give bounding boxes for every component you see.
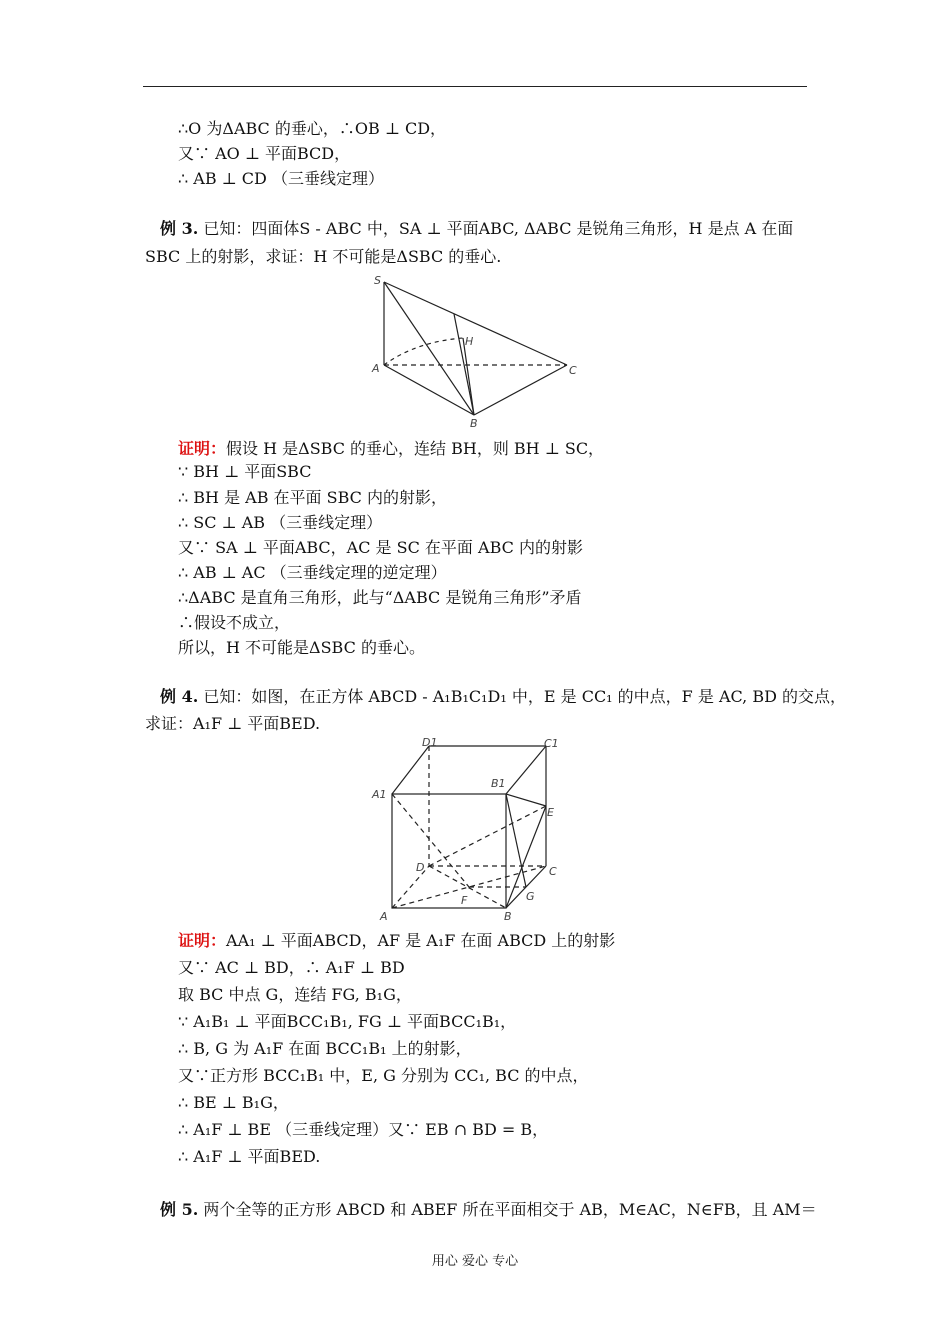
vertex-label: G: [526, 890, 535, 903]
proof-label: 证明：: [178, 931, 227, 950]
vertex-label: C: [569, 364, 577, 377]
proof-text: 假设 H 是ΔSBC 的垂心，连结 BH，则 BH ⊥ SC，: [226, 439, 605, 458]
vertex-label: B: [470, 417, 478, 430]
proof-line: 又∵正方形 BCC₁B₁ 中，E, G 分别为 CC₁, BC 的中点，: [178, 1066, 589, 1085]
proof-line: 取 BC 中点 G，连结 FG, B₁G，: [178, 985, 412, 1004]
proof-line: ∴ B, G 为 A₁F 在面 BCC₁B₁ 上的射影，: [178, 1039, 472, 1058]
vertex-label: E: [547, 806, 554, 819]
vertex-label: B1: [491, 777, 506, 790]
vertex-label: D1: [422, 736, 438, 749]
proof-line: 所以，H 不可能是ΔSBC 的垂心。: [178, 638, 425, 657]
vertex-label: A: [372, 362, 380, 375]
proof-line: ∴ BE ⊥ B₁G，: [178, 1093, 289, 1112]
proof-line: ∴ A₁F ⊥ BE （三垂线定理）又∵ EB ∩ BD = B，: [178, 1120, 549, 1139]
text-line: ∴ AB ⊥ CD （三垂线定理）: [178, 169, 384, 188]
example-4-statement-cont: 求证：A₁F ⊥ 平面BED.: [145, 714, 321, 733]
vertex-label: C1: [544, 737, 559, 750]
example-3-statement: [160, 218, 793, 240]
vertex-label: H: [465, 335, 474, 348]
example-label: 例 5.: [160, 1200, 199, 1219]
vertex-label: D: [416, 861, 425, 874]
vertex-label: A: [380, 910, 388, 923]
proof-line: ∴ΔABC 是直角三角形，此与“ΔABC 是锐角三角形”矛盾: [178, 588, 582, 607]
proof-line: ∴ AB ⊥ AC （三垂线定理的逆定理）: [178, 563, 447, 582]
proof-line: ∵ BH ⊥ 平面SBC: [178, 462, 312, 481]
proof-line: ∵ A₁B₁ ⊥ 平面BCC₁B₁, FG ⊥ 平面BCC₁B₁，: [178, 1012, 517, 1031]
vertex-label: A1: [372, 788, 387, 801]
example-label: 例 3.: [160, 219, 199, 238]
proof-line: ∴ A₁F ⊥ 平面BED.: [178, 1147, 321, 1166]
text-line: ∴O 为ΔABC 的垂心，∴OB ⊥ CD，: [178, 119, 447, 138]
tetrahedron-figure: [370, 272, 585, 432]
example-4-statement: [160, 686, 846, 708]
proof-text: AA₁ ⊥ 平面ABCD，AF 是 A₁F 在面 ABCD 上的射影: [226, 931, 616, 950]
example-text: 两个全等的正方形 ABCD 和 ABEF 所在平面相交于 AB，M∈AC，N∈FB，且 AM＝: [203, 1200, 817, 1219]
example-text: 已知：如图，在正方体 ABCD - A₁B₁C₁D₁ 中，E 是 CC₁ 的中点，F 是 AC, BD 的交点，: [203, 687, 847, 706]
vertex-label: S: [374, 274, 381, 287]
proof-line: ∴ SC ⊥ AB （三垂线定理）: [178, 513, 383, 532]
vertex-label: B: [504, 910, 512, 923]
text-line: 又∵ AO ⊥ 平面BCD，: [178, 144, 351, 163]
proof-line: ∴假设不成立，: [178, 613, 291, 632]
example-5-statement: [160, 1199, 817, 1221]
header-rule: [143, 86, 807, 87]
proof-line: 又∵ AC ⊥ BD，∴ A₁F ⊥ BD: [178, 958, 405, 977]
cube-figure: [368, 734, 568, 926]
vertex-label: F: [461, 894, 468, 907]
proof-label: 证明：: [178, 439, 227, 458]
example-3-statement-cont: SBC 上的射影，求证：H 不可能是ΔSBC 的垂心.: [145, 247, 502, 266]
page-footer: 用心 爱心 专心: [431, 1254, 519, 1269]
example-text: 已知：四面体S - ABC 中，SA ⊥ 平面ABC, ΔABC 是锐角三角形，H 是点 A 在面: [203, 219, 794, 238]
proof-line: ∴ BH 是 AB 在平面 SBC 内的射影，: [178, 488, 447, 507]
proof-3-first: [178, 438, 604, 460]
proof-line: 又∵ SA ⊥ 平面ABC，AC 是 SC 在平面 ABC 内的射影: [178, 538, 583, 557]
vertex-label: C: [549, 865, 557, 878]
proof-4-first: [178, 930, 615, 952]
example-label: 例 4.: [160, 687, 199, 706]
